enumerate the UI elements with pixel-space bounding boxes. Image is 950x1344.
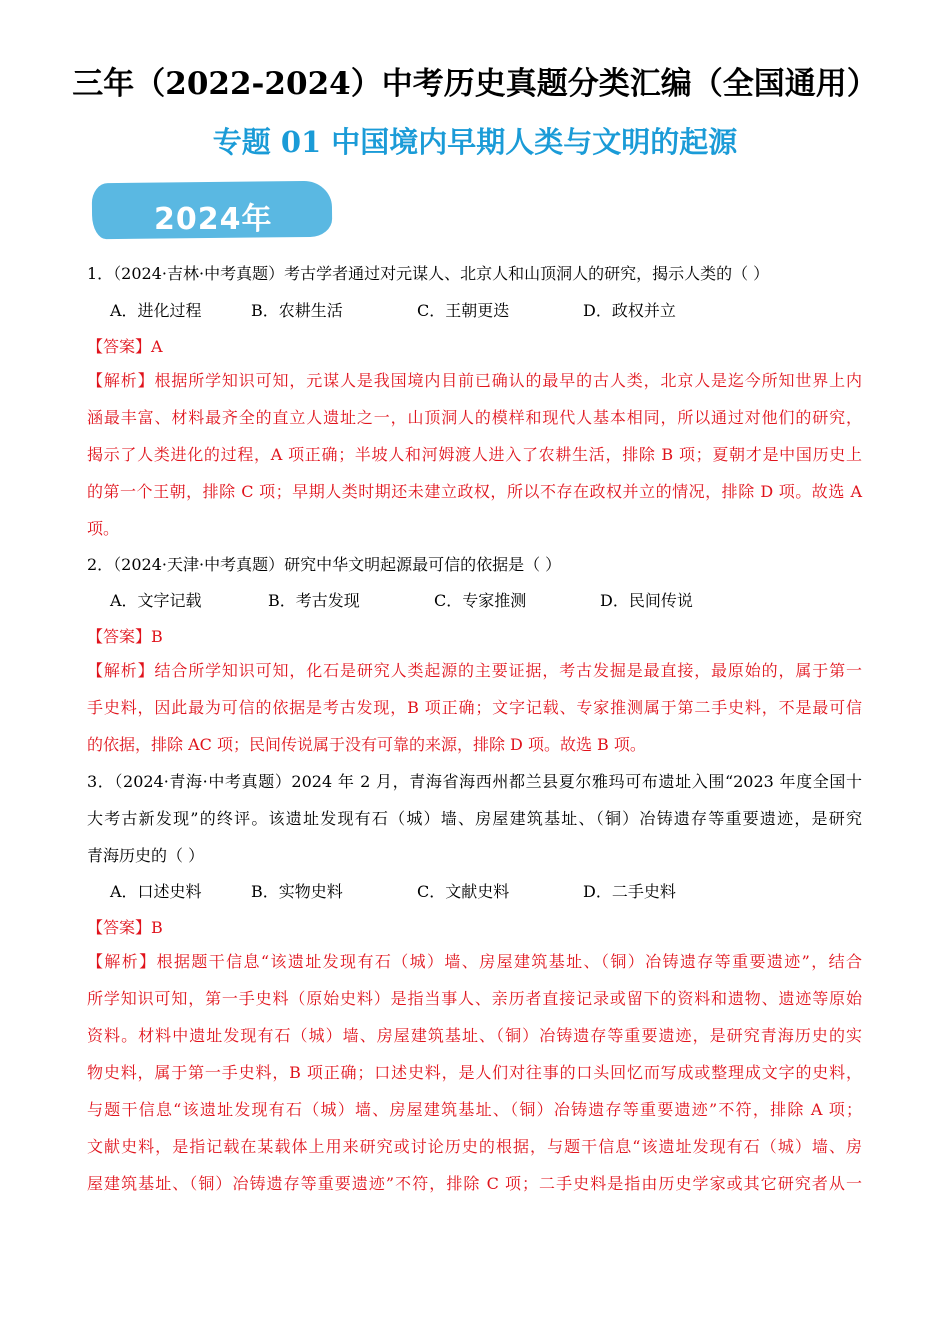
question-2-option-b: B．考古发现 [268, 591, 360, 610]
question-1-analysis [87, 362, 862, 547]
question-3-answer: 【答案】B [87, 918, 163, 937]
question-1-option-a: A．进化过程 [110, 301, 202, 320]
analysis-line: 的依据，排除 AC 项；民间传说属于没有可靠的来源，排除 D 项。故选 B 项。 [87, 735, 646, 754]
question-3-option-b: B．实物史料 [251, 882, 343, 901]
analysis-line: 物史料，属于第一手史料，B 项正确；口述史料，是人们对往事的口头回忆而写成或整理成文字的史料， [87, 1063, 862, 1082]
analysis-line: 与题干信息“该遗址发现有石（城）墙、房屋建筑基址、（铜）冶铸遗存等重要遗迹”不符，排除 A 项； [87, 1100, 862, 1119]
stem-line: 青海历史的（ ） [87, 846, 205, 865]
question-3-option-d: D．二手史料 [583, 882, 676, 901]
question-2-option-c: C．专家推测 [434, 591, 527, 610]
analysis-line: 【解析】结合所学知识可知，化石是研究人类起源的主要证据，考古发掘是最直接，最原始的，属于第一 [87, 661, 862, 680]
question-1-option-d: D．政权并立 [583, 301, 676, 320]
analysis-line: 文献史料，是指记载在某载体上用来研究或讨论历史的根据，与题干信息“该遗址发现有石（城）墙、房 [87, 1137, 862, 1156]
analysis-line: 【解析】根据题干信息“该遗址发现有石（城）墙、房屋建筑基址、（铜）冶铸遗存等重要遗迹”，结合 [87, 952, 862, 971]
question-3-option-c: C．文献史料 [417, 882, 510, 901]
question-1-answer: 【答案】A [87, 337, 163, 356]
question-1-option-b: B．农耕生活 [251, 301, 343, 320]
analysis-line: 屋建筑基址、（铜）冶铸遗存等重要遗迹”不符，排除 C 项；二手史料是指由历史学家或其它研究者从一 [87, 1174, 862, 1193]
analysis-line: 项。 [87, 519, 120, 538]
topic-subtitle: 专题 01 中国境内早期人类与文明的起源 [212, 125, 738, 159]
analysis-line: 揭示了人类进化的过程，A 项正确；半坡人和河姆渡人进入了农耕生活，排除 B 项；夏朝才是中国历史上 [87, 445, 862, 464]
analysis-line: 资料。材料中遗址发现有石（城）墙、房屋建筑基址、（铜）冶铸遗存等重要遗迹，是研究青海历史的实 [87, 1026, 862, 1045]
page-title: 三年（2022-2024）中考历史真题分类汇编（全国通用） [72, 66, 878, 102]
question-2-stem: 2．（2024·天津·中考真题）研究中华文明起源最可信的依据是（ ） [87, 555, 562, 574]
question-2-option-d: D．民间传说 [600, 591, 693, 610]
question-2-analysis [87, 652, 862, 763]
question-1-option-c: C．王朝更迭 [417, 301, 510, 320]
analysis-line: 的第一个王朝，排除 C 项；早期人类时期还未建立政权，所以不存在政权并立的情况，排除 D 项。故选 A [87, 482, 862, 501]
question-2-answer: 【答案】B [87, 627, 163, 646]
year-badge-label: 2024年 [154, 202, 273, 237]
question-1-stem: 1．（2024·吉林·中考真题）考古学者通过对元谋人、北京人和山顶洞人的研究，揭示人类的（ ） [87, 264, 770, 283]
analysis-line: 【解析】根据所学知识可知，元谋人是我国境内目前已确认的最早的古人类，北京人是迄今所知世界上内 [87, 371, 862, 390]
analysis-line: 所学知识可知，第一手史料（原始史料）是指当事人、亲历者直接记录或留下的资料和遗物、遗迹等原始 [87, 989, 862, 1008]
question-3-option-a: A．口述史料 [110, 882, 202, 901]
stem-line: 3．（2024·青海·中考真题）2024 年 2 月，青海省海西州都兰县夏尔雅玛可布遗址入围“2023 年度全国十 [87, 772, 862, 791]
question-3-stem [87, 763, 862, 874]
analysis-line: 涵最丰富、材料最齐全的直立人遗址之一，山顶洞人的模样和现代人基本相同，所以通过对他们的研究， [87, 408, 862, 427]
question-2-option-a: A．文字记载 [110, 591, 202, 610]
stem-line: 大考古新发现”的终评。该遗址发现有石（城）墙、房屋建筑基址、（铜）冶铸遗存等重要遗迹，是研究 [87, 809, 862, 828]
question-3-analysis [87, 943, 862, 1202]
analysis-line: 手史料，因此最为可信的依据是考古发现，B 项正确；文字记载、专家推测属于第二手史料，不是最可信 [87, 698, 862, 717]
